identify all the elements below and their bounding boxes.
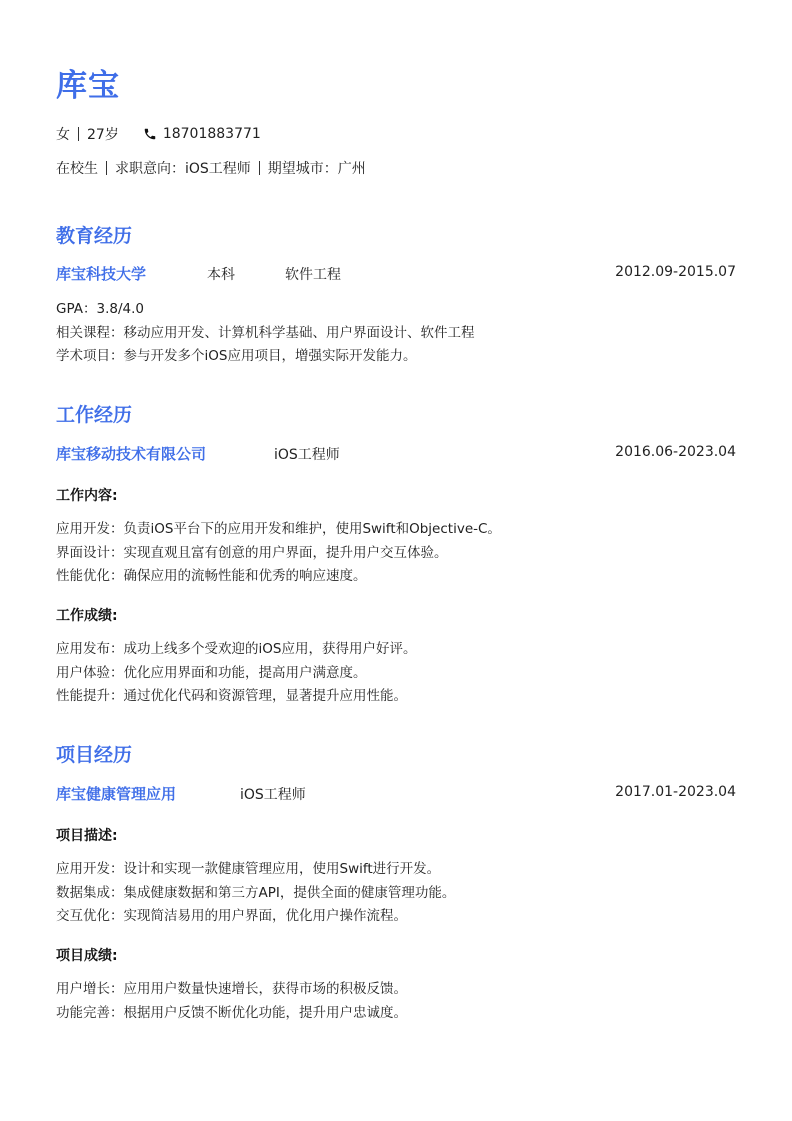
education-details — [56, 298, 475, 369]
resume-page — [56, 0, 736, 1121]
list-item: 界面设计：实现直观且富有创意的用户界面，提升用户交互体验。 — [56, 544, 448, 561]
school-name: 库宝科技大学 — [56, 265, 147, 283]
education-date: 2012.09-2015.07 — [615, 264, 736, 280]
work-date: 2016.06-2023.04 — [615, 444, 736, 460]
phone-icon — [143, 127, 157, 141]
list-item: 相关课程：移动应用开发、计算机科学基础、用户界面设计、软件工程 — [56, 324, 475, 341]
list-item: 交互优化：实现简洁易用的用户界面，优化用户操作流程。 — [56, 908, 407, 924]
divider — [78, 127, 79, 141]
list-item: 数据集成：集成健康数据和第三方API，提供全面的健康管理功能。 — [56, 884, 456, 901]
list-item: 用户体验：优化应用界面和功能，提高用户满意度。 — [56, 664, 367, 681]
expected-city: 期望城市：广州 — [267, 161, 366, 177]
list-item: 性能优化：确保应用的流畅性能和优秀的响应速度。 — [56, 568, 367, 584]
company-name: 库宝移动技术有限公司 — [56, 445, 207, 463]
project-date: 2017.01-2023.04 — [615, 784, 736, 800]
project-results-title: 项目成绩: — [56, 948, 118, 964]
work-results-list — [56, 638, 416, 709]
candidate-name: 库宝 — [56, 68, 120, 104]
list-item: 性能提升：通过优化代码和资源管理，显著提升应用性能。 — [56, 688, 407, 704]
list-item: 应用开发：设计和实现一款健康管理应用，使用Swift进行开发。 — [56, 861, 441, 877]
phone-number: 18701883771 — [162, 126, 261, 142]
age: 27岁 — [87, 127, 119, 143]
work-entry-header — [56, 443, 736, 465]
degree: 本科 — [207, 267, 235, 283]
education-entry-header — [56, 263, 736, 285]
divider — [106, 161, 107, 175]
job-intent: 求职意向：iOS工程师 — [115, 161, 251, 177]
project-entry-header — [56, 783, 736, 805]
list-item: 学术项目：参与开发多个iOS应用项目，增强实际开发能力。 — [56, 348, 417, 364]
work-results-title: 工作成绩: — [56, 608, 118, 624]
list-item: 用户增长：应用用户数量快速增长，获得市场的积极反馈。 — [56, 981, 407, 997]
section-title-education: 教育经历 — [56, 225, 133, 247]
list-item: 功能完善：根据用户反馈不断优化功能，提升用户忠诚度。 — [56, 1004, 407, 1021]
project-desc-list — [56, 858, 455, 929]
major: 软件工程 — [285, 267, 341, 283]
divider — [259, 161, 260, 175]
project-results-list — [56, 978, 407, 1025]
project-role: iOS工程师 — [240, 787, 306, 803]
project-name: 库宝健康管理应用 — [56, 785, 177, 803]
job-intent-row — [56, 158, 366, 178]
list-item: GPA：3.8/4.0 — [56, 301, 144, 317]
list-item: 应用发布：成功上线多个受欢迎的iOS应用，获得用户好评。 — [56, 641, 417, 657]
section-title-project: 项目经历 — [56, 744, 133, 766]
gender: 女 — [56, 127, 70, 143]
work-content-list — [56, 518, 501, 589]
personal-info-row — [56, 124, 261, 144]
list-item: 应用开发：负责iOS平台下的应用开发和维护，使用Swift和Objective-C。 — [56, 521, 501, 537]
job-role: iOS工程师 — [274, 447, 340, 463]
section-title-work: 工作经历 — [56, 404, 133, 426]
project-desc-title: 项目描述: — [56, 828, 118, 844]
work-content-title: 工作内容: — [56, 488, 118, 504]
status: 在校生 — [56, 161, 98, 177]
